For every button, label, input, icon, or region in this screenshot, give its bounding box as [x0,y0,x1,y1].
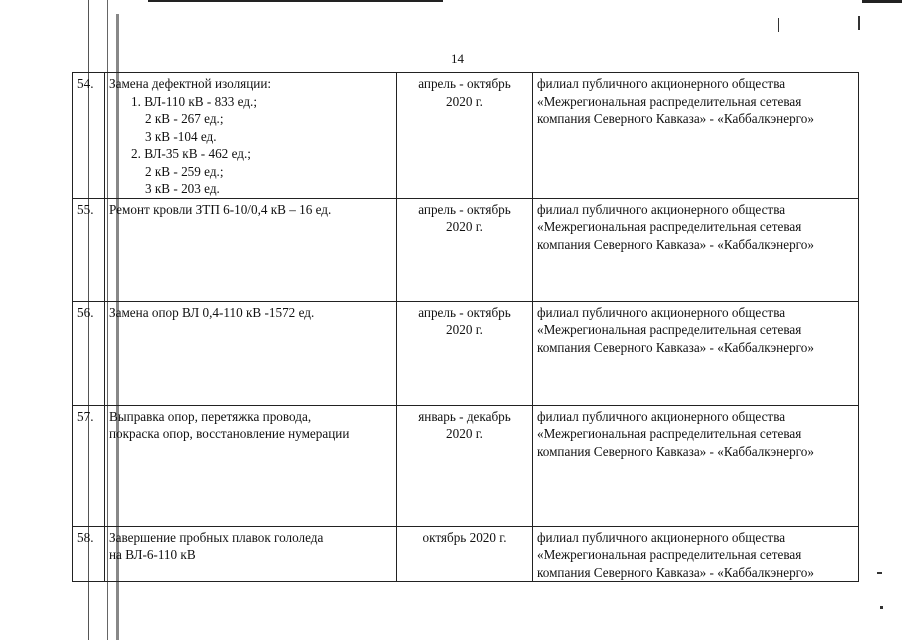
work-line: 3 кВ -104 ед. [145,128,217,144]
table-row [73,301,859,405]
responsible-org [533,198,859,301]
work-line: Ремонт кровли ЗТП 6-10/0,4 кВ – 16 ед. [109,201,332,217]
org-line: «Межрегиональная распределительная сетевая [537,322,802,337]
period-cell [397,301,533,405]
work-description [105,73,397,199]
org-line: компания Северного Кавказа» - «Каббалкэнерго» [537,443,814,459]
row-number: 57. [73,405,105,526]
scan-speck [877,572,882,574]
period-cell [397,73,533,199]
page-number: 14 [451,51,464,66]
period-text: январь - декабрь [418,408,511,424]
period-text: апрель - октябрь [418,304,511,320]
work-line: 1. ВЛ-110 кВ - 833 ед.; [131,93,258,109]
work-description [105,301,397,405]
org-line: компания Северного Кавказа» - «Каббалкэнерго» [537,564,814,580]
org-line: компания Северного Кавказа» - «Каббалкэнерго» [537,339,814,355]
org-line: филиал публичного акционерного общества [537,304,786,320]
work-description [105,198,397,301]
work-line: 2 кВ - 259 ед.; [145,163,224,179]
table-row [73,198,859,301]
table-row [73,405,859,526]
work-line: Замена дефектной изоляции: [109,76,272,91]
period-year: 2020 г. [446,322,483,337]
work-line: покраска опор, восстановление нумерации [109,426,350,441]
org-line: филиал публичного акционерного общества [537,529,786,545]
work-plan-table [72,72,859,582]
period-text: апрель - октябрь [418,201,511,217]
work-description [105,405,397,526]
org-line: «Межрегиональная распределительная сетевая [537,426,802,441]
org-line: филиал публичного акционерного общества [537,201,786,217]
org-line: компания Северного Кавказа» - «Каббалкэнерго» [537,111,814,126]
period-cell [397,198,533,301]
work-line: 2. ВЛ-35 кВ - 462 ед.; [131,146,251,161]
period-cell [397,405,533,526]
work-line: Завершение пробных плавок гололеда [109,529,324,545]
period-cell [397,526,533,582]
scan-top-line [148,0,443,2]
responsible-org [533,526,859,582]
period-year: 2020 г. [446,426,483,441]
org-line: «Межрегиональная распределительная сетевая [537,93,802,109]
scan-speck [880,606,883,609]
period-year: 2020 г. [446,219,483,234]
period-text: апрель - октябрь [418,76,511,91]
row-number: 58. [73,526,105,582]
work-line: 3 кВ - 203 ед. [145,181,220,196]
org-line: филиал публичного акционерного общества [537,76,786,91]
work-line: 2 кВ - 267 ед.; [145,111,224,126]
org-line: компания Северного Кавказа» - «Каббалкэнерго» [537,236,814,252]
table-row [73,73,859,199]
responsible-org [533,301,859,405]
period-year: 2020 г. [446,93,483,109]
org-line: «Межрегиональная распределительная сетевая [537,219,802,234]
scan-speck [858,16,860,30]
period-text: октябрь 2020 г. [422,529,507,545]
org-line: «Межрегиональная распределительная сетевая [537,547,802,562]
scan-top-line-right [862,0,902,3]
work-line: Замена опор ВЛ 0,4-110 кВ -1572 ед. [109,304,315,320]
org-line: филиал публичного акционерного общества [537,408,786,424]
work-line: Выправка опор, перетяжка провода, [109,408,312,424]
table-row [73,526,859,582]
row-number: 55. [73,198,105,301]
row-number: 56. [73,301,105,405]
work-line: на ВЛ-6-110 кВ [109,547,196,562]
responsible-org [533,405,859,526]
scan-speck [778,18,779,32]
work-description [105,526,397,582]
row-number: 54. [73,73,105,199]
responsible-org [533,73,859,199]
